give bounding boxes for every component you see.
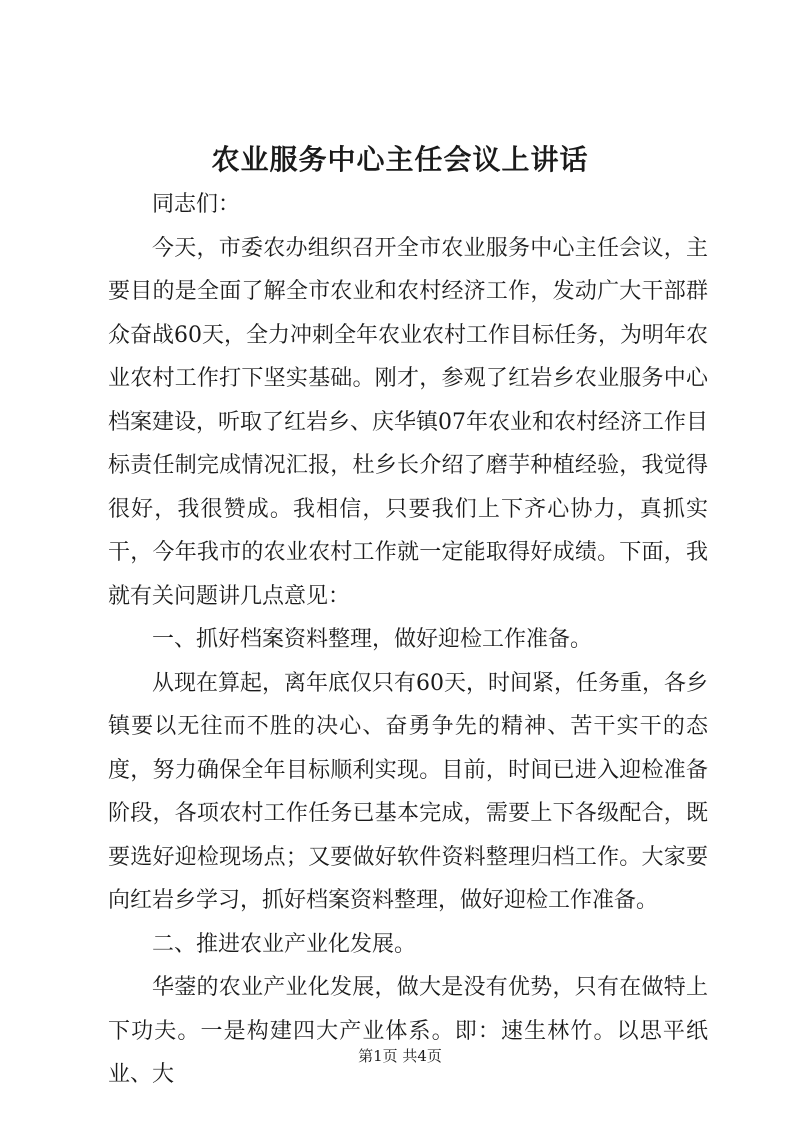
heading-section-2: 二、推进农业产业化发展。 <box>152 931 417 957</box>
paragraph-section-2: 华蓥的农业产业化发展，做大是没有优势，只有在做特上下功夫。一是构建四大产业体系。即：速生林竹。以思平纸业、大 <box>108 975 708 1087</box>
document-title: 农业服务中心主任会议上讲话 <box>211 143 589 176</box>
heading-section-1: 一、抓好档案资料整理，做好迎检工作准备。 <box>152 627 593 652</box>
paragraph-section-1: 从现在算起，离年底仅只有60天，时间紧，任务重，各乡镇要以无往而不胜的决心、奋勇争先的精神、苦干实干的态度，努力确保全年目标顺利实现。目前，时间已进入迎检准备阶段，各项农村工作任务已基本完成，需要上下各级配合，既要选好迎检现场点；又要做好软件资料整理归档工作。大家要向红岩乡学习，抓好档案资料整理，做好迎检工作准备。 <box>108 670 708 913</box>
paragraph-salutation: 同志们： <box>152 192 241 217</box>
page-footer: 第1页 共4页 <box>358 1047 442 1065</box>
paragraph-intro: 今天，市委农办组织召开全市农业服务中心主任会议，主要目的是全面了解全市农业和农村经济工作，发动广大干部群众奋战60天，全力冲刺全年农业农村工作目标任务，为明年农业农村工作打下坚实基础。刚才，参观了红岩乡农业服务中心档案建设，听取了红岩乡、庆华镇07年农业和农村经济工作目标责任制完成情况汇报，杜乡长介绍了磨芋种植经验，我觉得很好，我很赞成。我相信，只要我们上下齐心协力，真抓实干，今年我市的农业农村工作就一定能取得好成绩。下面，我就有关问题讲几点意见： <box>108 235 708 609</box>
document-body <box>108 183 708 1097</box>
